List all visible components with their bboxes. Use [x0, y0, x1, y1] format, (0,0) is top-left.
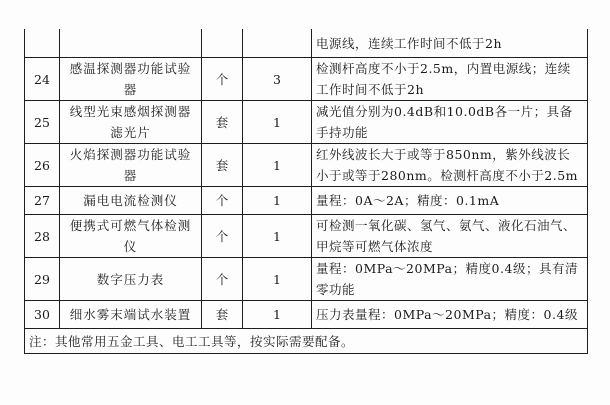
cell-spec: 红外线波长大于或等于850nm，紫外线波长小于或等于280nm。检测杆高度不小于2.5m — [312, 144, 588, 187]
cell-spec: 检测杆高度不小于2.5m，内置电源线；连续工作时间不低于2h — [312, 58, 588, 101]
table-note: 注：其他常用五金工具、电工工具等，按实际需要配备。 — [25, 329, 588, 354]
cell-spec: 电源线，连续工作时间不低于2h — [312, 29, 588, 58]
cell-qty: 1 — [243, 215, 312, 258]
table-row — [25, 101, 588, 144]
cell-no: 30 — [25, 301, 60, 329]
cell-spec: 量程：0A～2A；精度：0.1mA — [312, 187, 588, 215]
cell-qty: 3 — [243, 58, 312, 101]
table-row — [25, 301, 588, 329]
cell-name: 感温探测器功能试验器 — [60, 58, 202, 101]
cell-unit: 套 — [202, 144, 243, 187]
table-row — [25, 58, 588, 101]
cell-unit: 个 — [202, 58, 243, 101]
cell-qty: 1 — [243, 101, 312, 144]
table-note-row — [25, 329, 588, 354]
cell-unit: 套 — [202, 101, 243, 144]
cell-no: 28 — [25, 215, 60, 258]
table-row — [25, 144, 588, 187]
cell-no: 26 — [25, 144, 60, 187]
table-row — [25, 187, 588, 215]
cell-no — [25, 29, 60, 58]
cell-unit: 个 — [202, 215, 243, 258]
cell-no: 27 — [25, 187, 60, 215]
cell-unit: 个 — [202, 187, 243, 215]
cell-qty — [243, 29, 312, 58]
cell-name: 火焰探测器功能试验器 — [60, 144, 202, 187]
cell-spec: 可检测一氧化碳、氢气、氨气、液化石油气、甲烷等可燃气体浓度 — [312, 215, 588, 258]
cell-name: 数字压力表 — [60, 258, 202, 301]
cell-name: 漏电电流检测仪 — [60, 187, 202, 215]
cell-spec: 压力表量程：0MPa～20MPa；精度：0.4级 — [312, 301, 588, 329]
cell-no: 24 — [25, 58, 60, 101]
cell-name: 线型光束感烟探测器滤光片 — [60, 101, 202, 144]
equipment-table — [24, 29, 588, 354]
cell-unit: 个 — [202, 258, 243, 301]
table-row — [25, 215, 588, 258]
cell-spec: 量程：0MPa～20MPa；精度0.4级；具有清零功能 — [312, 258, 588, 301]
cell-no: 25 — [25, 101, 60, 144]
cell-qty: 1 — [243, 144, 312, 187]
cell-qty: 1 — [243, 258, 312, 301]
cell-name — [60, 29, 202, 58]
table-row-continuation — [25, 29, 588, 58]
cell-unit — [202, 29, 243, 58]
table-row — [25, 258, 588, 301]
cell-qty: 1 — [243, 187, 312, 215]
cell-qty: 1 — [243, 301, 312, 329]
cell-no: 29 — [25, 258, 60, 301]
cell-name: 便携式可燃气体检测仪 — [60, 215, 202, 258]
cell-spec: 减光值分别为0.4dB和10.0dB各一片；具备手持功能 — [312, 101, 588, 144]
cell-name: 细水雾末端试水装置 — [60, 301, 202, 329]
cell-unit: 套 — [202, 301, 243, 329]
